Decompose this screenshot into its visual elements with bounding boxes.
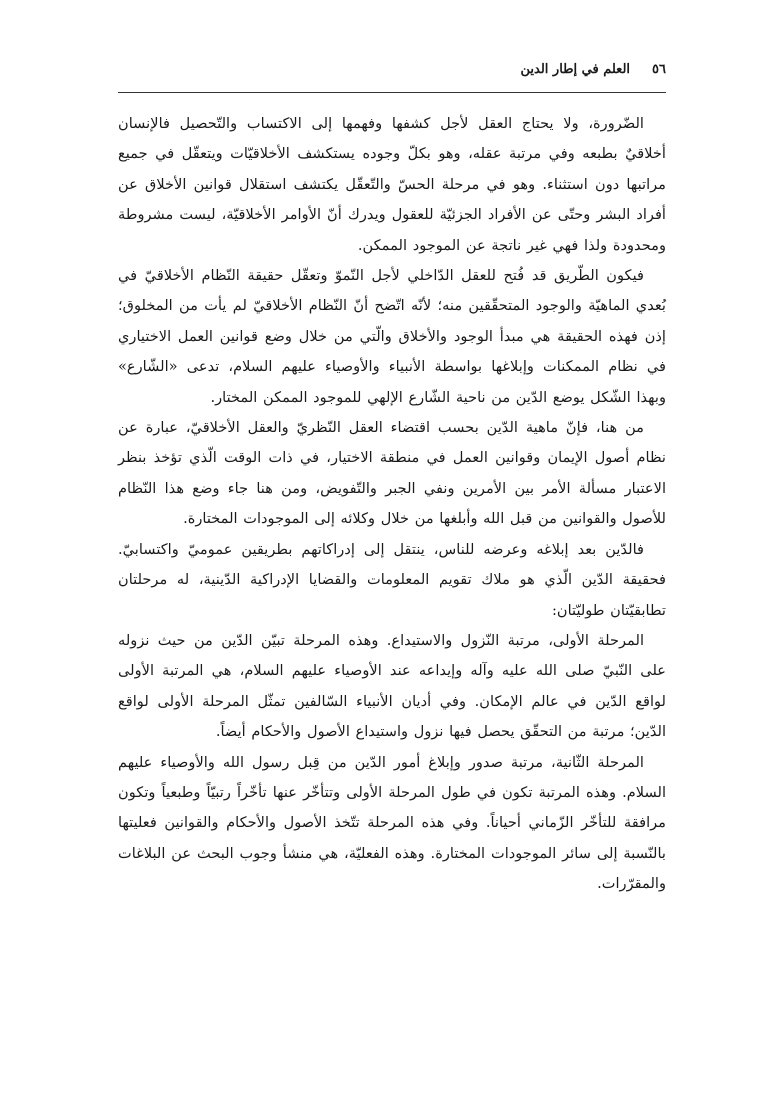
book-page — [118, 62, 666, 900]
body-text — [118, 109, 666, 900]
page-number: ٥٦ — [652, 62, 666, 77]
paragraph: المرحلة الثّانية، مرتبة صدور وإبلاغ أمور الدّين من قِبل رسول الله والأوصياء عليهم السلام. وهذه المرتبة تكون في طول المرحلة الأولى وتتأخّر عنها تأخّراً رتبيّاً وطبعياً وتكون مرافقة للتأخّر الزّماني أحياناً. وفي هذه المرحلة تتّخذ الأصول والأحكام والقوانين فعليتها بالنّسبة إلى سائر الموجودات المختارة. وهذه الفعليّة، هي منشأ وجوب البحث عن البلاغات والمقرّرات. — [118, 753, 666, 893]
paragraph: المرحلة الأولى، مرتبة النّزول والاستيداع. وهذه المرحلة تبيّن الدّين من حيث نزوله على النّبيّ صلى الله عليه وآله وإيداعه عند الأوصياء عليهم السلام، هي المرتبة الأولى لواقع الدّين في عالم الإمكان. وفي أديان الأنبياء السّالفين تمثّل المرحلة الأولى لواقع الدّين؛ مرتبة من التحقّق يحصل فيها نزول واستيداع الأصول والأحكام أيضاً. — [118, 631, 666, 741]
paragraph: فالدّين بعد إبلاغه وعرضه للناس، ينتقل إلى إدراكاتهم بطريقين عموميّ واكتسابيّ. فحقيقة الدّين الّذي هو ملاك تقويم المعلومات والقضايا الإدراكية الدّينية، له مرحلتان تطابقيّتان طوليّتان: — [118, 540, 666, 619]
running-header — [118, 62, 666, 93]
paragraph: الضّرورة، ولا يحتاج العقل لأجل كشفها وفهمها إلى الاكتساب والتّحصيل فالإنسان أخلاقيٌ بطبعه وفي مرتبة عقله، وهو بكلّ وجوده يستكشف الأخلاقيّات ويتعقّل في جميع مراتبها دون استثناء. وهو في مرحلة الحسّ والتّعقّل يكتشف استقلال قوانين الأخلاق عن أفراد البشر وحتّى عن الأفراد الجزئيّة للعقول ويدرك أنّ الأوامر الأخلاقيّة، ليست مشروطة ومحدودة ولذا فهي غير ناتجة عن الموجود الممكن. — [118, 115, 666, 254]
paragraph: من هنا، فإنّ ماهية الدّين بحسب اقتضاء العقل النّظريّ والعقل الأخلاقيّ، عبارة عن نظام أصول الإيمان وقوانين العمل في منطقة الاختيار، في ذات الوقت الّذي تؤخذ بنظر الاعتبار مسألة الأمر بين الأمرين ونفي الجبر والتّفويض، ومن هنا جاء وضع هذا النّظام للأصول والقوانين من قبل الله وأبلغها من خلال وكلائه إلى الموجودات المختارة. — [118, 419, 666, 528]
header-title: العلم في إطار الدين — [520, 62, 631, 77]
paragraph: فيكون الطّريق قد فُتح للعقل الدّاخلي لأجل النّموّ وتعقّل حقيقة النّظام الأخلاقيّ في بُعدي الماهيّة والوجود المتحقّقين منه؛ لأنّه اتّضح أنّ النّظام الأخلاقيّ لم يأت من المخلوق؛ إذن فهذه الحقيقة هي مبدأ الوجود والأخلاق والّتي من خلال وضع قوانين العمل الاختياري في نظام الممكنات وإبلاغها بواسطة الأنبياء والأوصياء عليهم السلام، تدعى «الشّارع» وبهذا الشّكل يوضع الدّين من ناحية الشّارع الإلهي للموجود الممكن المختار. — [118, 267, 666, 406]
